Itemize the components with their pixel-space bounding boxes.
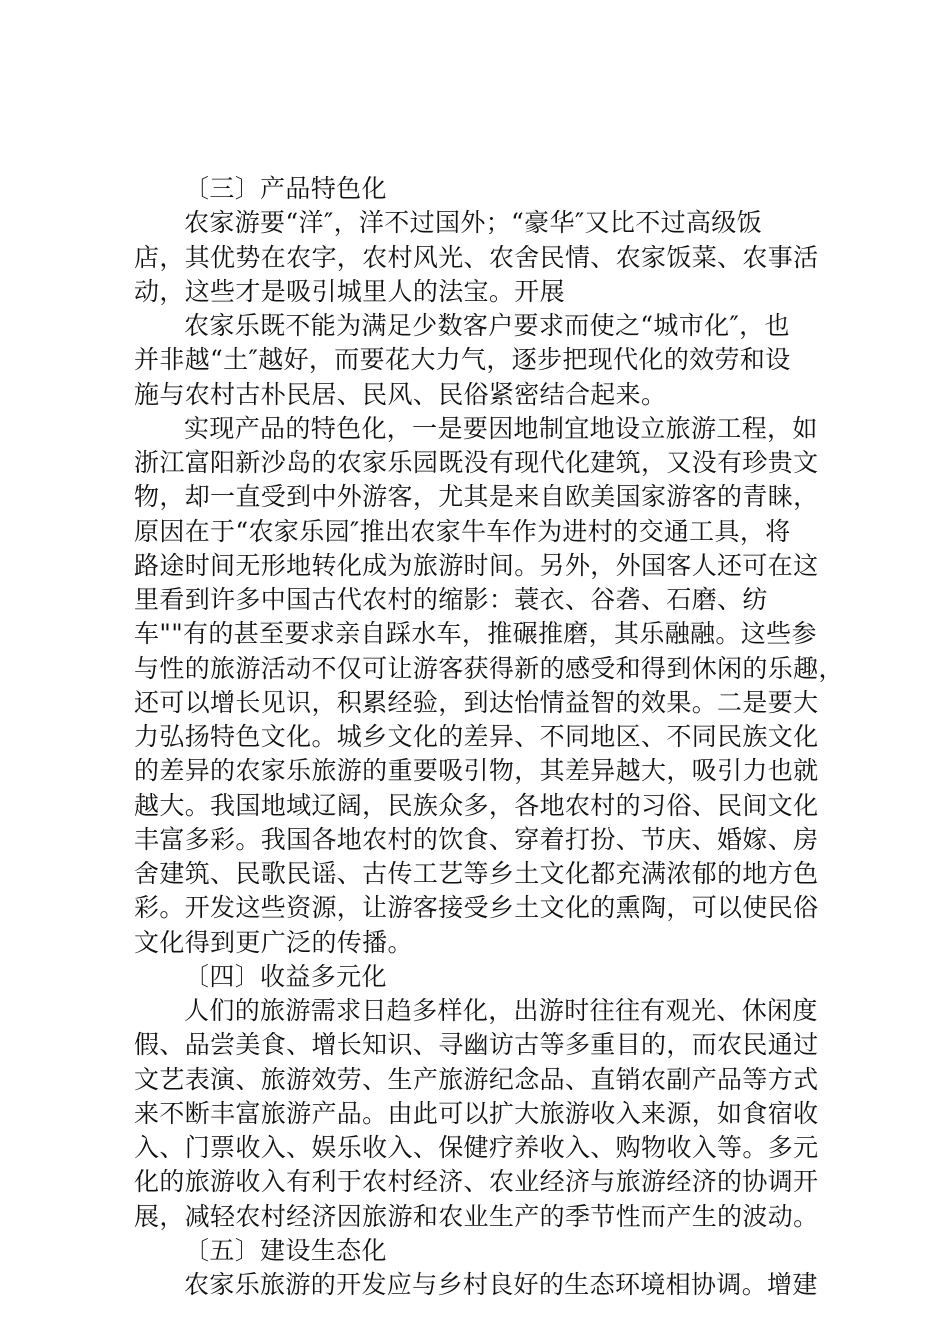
text-line: 并非越“土″越好，而要花大力气，逐步把现代化的效劳和设 <box>134 345 791 375</box>
text-line: 农家乐旅游的开发应与乡村良好的生态环境相协调。增建 <box>184 1270 818 1299</box>
text-line: 车""有的甚至要求亲自踩水车，推碾推磨，其乐融融。这些参 <box>134 619 817 649</box>
text-line: 路途时间无形地转化成为旅游时间。另外，外国客人还可在这 <box>134 550 819 580</box>
text-line: 展，减轻农村经济因旅游和农业生产的季节性而产生的波动。 <box>134 1201 819 1231</box>
text-line: 丰富多彩。我国各地农村的饮食、穿着打扮、节庆、婚嫁、房 <box>134 824 819 854</box>
text-line: 人们的旅游需求日趋多样化，出游时往往有观光、休闲度 <box>184 996 818 1025</box>
text-line: 实现产品的特色化，一是要因地制宜地设立旅游工程，如 <box>184 413 818 443</box>
text-line: 农家乐既不能为满足少数客户要求而使之“城市化″，也 <box>184 311 790 340</box>
text-line: 原因在于“农家乐园″推出农家牛车作为进村的交通工具，将 <box>134 516 791 546</box>
text-line: 物，却一直受到中外游客，尤其是来自欧美国家游客的青睐， <box>134 482 819 512</box>
text-line: 假、品尝美食、增长知识、寻幽访古等多重目的，而农民通过 <box>134 1030 819 1060</box>
text-line: 动，这些才是吸引城里人的法宝。开展 <box>134 276 565 306</box>
text-line: 彩。开发这些资源，让游客接受乡土文化的熏陶，可以使民俗 <box>134 893 819 923</box>
text-line: 舍建筑、民歌民谣、古传工艺等乡土文化都充满浓郁的地方色 <box>134 859 819 888</box>
text-line: 施与农村古朴民居、民风、民俗紧密结合起来。 <box>134 379 667 409</box>
text-line: 越大。我国地域辽阔，民族众多，各地农村的习俗、民间文化 <box>134 790 819 820</box>
text-line: 〔五〕建设生态化 <box>184 1235 387 1265</box>
text-line: 〔四〕收益多元化 <box>184 961 387 991</box>
text-line: 来不断丰富旅游产品。由此可以扩大旅游收入来源，如食宿收 <box>134 1098 819 1128</box>
text-line: 文化得到更广泛的传播。 <box>134 927 413 957</box>
text-line: 店，其优势在农字，农村风光、农舍民情、农家饭菜、农事活 <box>134 242 819 272</box>
text-line: 〔三〕产品特色化 <box>184 174 387 203</box>
text-line: 浙江富阳新沙岛的农家乐园既没有现代化建筑，又没有珍贵文 <box>134 448 819 477</box>
text-line: 力弘扬特色文化。城乡文化的差异、不同地区、不同民族文化 <box>134 722 819 751</box>
text-line: 入、门票收入、娱乐收入、保健疗养收入、购物收入等。多元 <box>134 1133 819 1162</box>
text-line: 里看到许多中国古代农村的缩影：蓑衣、谷砻、石磨、纺 <box>134 585 768 614</box>
text-line: 文艺表演、旅游效劳、生产旅游纪念品、直销农副产品等方式 <box>134 1064 819 1094</box>
text-line: 化的旅游收入有利于农村经济、农业经济与旅游经济的协调开 <box>134 1167 819 1197</box>
text-line: 的差异的农家乐旅游的重要吸引物，其差异越大，吸引力也就 <box>134 756 819 786</box>
text-line: 还可以增长见识，积累经验，到达怡情益智的效果。二是要大 <box>134 687 819 717</box>
text-line: 与性的旅游活动不仅可让游客获得新的感受和得到休闲的乐趣， <box>134 653 844 683</box>
text-line: 农家游要“洋″，洋不过国外；“豪华″又比不过高级饭 <box>184 208 762 238</box>
